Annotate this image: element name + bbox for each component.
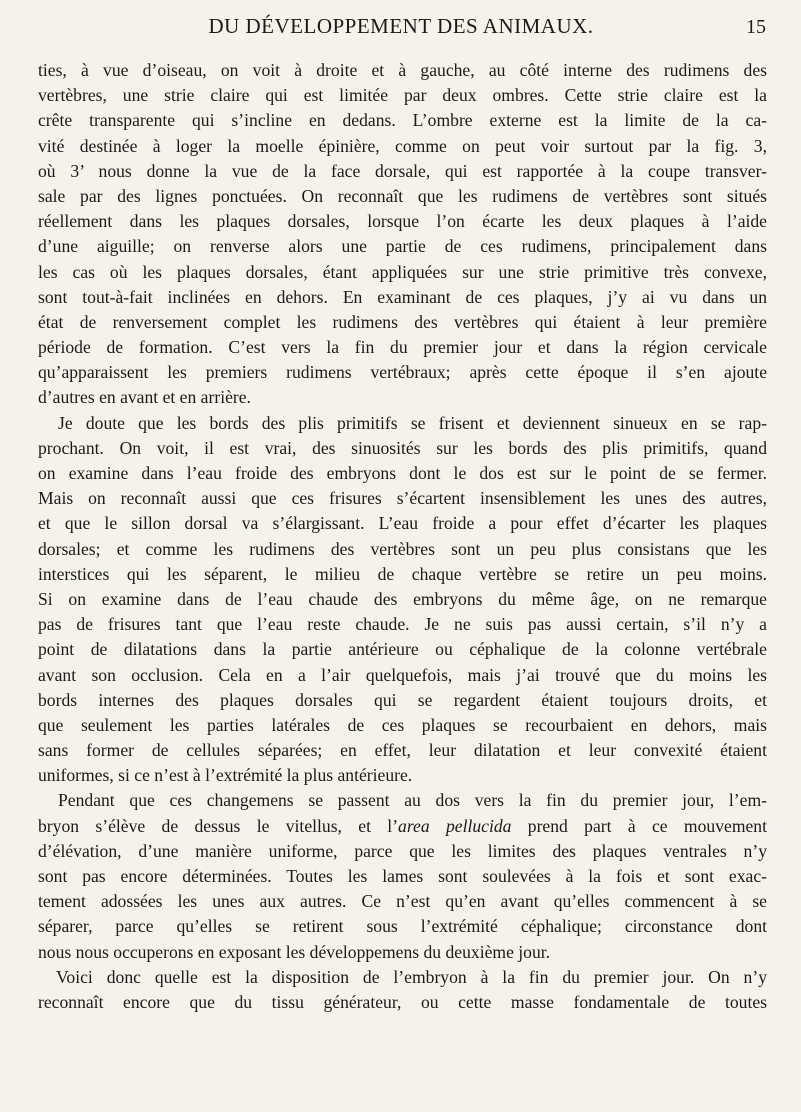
text-line: on examine dans l’eau froide des embryons dont le dos est sur le point de se fermer. bbox=[38, 463, 767, 483]
text-line: sont tout-à-fait inclinées en dehors. En examinant de ces plaques, j’y ai vu dans un bbox=[38, 286, 767, 307]
text-line: sont pas encore déterminées. Toutes les lames sont soulevées à la fois et sont exac- bbox=[38, 866, 767, 886]
text-line: Pendant que ces changemens se passent au dos vers la fin du premier jour, l’em- bbox=[58, 790, 767, 811]
text-line: Si on examine dans de l’eau chaude des embryons du même âge, on ne remarque bbox=[38, 588, 767, 609]
text-line: prochant. On voit, il est vrai, des sinuosités sur les bords des plis primitifs, quand bbox=[38, 437, 767, 458]
text-line: qu’apparaissent les premiers rudimens vertébraux; après cette époque il s’en ajoute bbox=[38, 362, 767, 383]
text-line: les cas où les plaques dorsales, étant appliquées sur une strie primitive très convexe, bbox=[38, 261, 767, 282]
text-line: séparer, parce qu’elles se retirent sous l’extrémité céphalique; circonstance dont bbox=[38, 916, 767, 937]
text-line: où 3’ nous donne la vue de la face dorsale, qui est rapportée à la coupe transver- bbox=[38, 160, 767, 181]
text-line: vité destinée à loger la moelle épinière, comme on peut voir surtout par la fig. 3, bbox=[38, 135, 767, 156]
italic-term: area pellucida bbox=[398, 815, 512, 836]
text-line: Je doute que les bords des plis primitifs se frisent et deviennent sinueux en se rap- bbox=[58, 412, 767, 433]
text-line: et que le sillon dorsal va s’élargissant. L’eau froide a pour effet d’écarter les plaques bbox=[38, 513, 767, 534]
body-text bbox=[38, 58, 767, 1015]
text-line: sans former de cellules séparées; en effet, leur dilatation et leur convexité étaient bbox=[38, 740, 767, 761]
text-fragment: prend part à ce mouvement bbox=[511, 815, 767, 836]
text-line: ties, à vue d’oiseau, on voit à droite et à gauche, au côté interne des rudimens des bbox=[38, 60, 767, 80]
text-line: crête transparente qui s’incline en dedans. L’ombre externe est la limite de la ca- bbox=[38, 110, 767, 131]
text-fragment: bryon s’élève de dessus le vitellus, et l’ bbox=[38, 815, 399, 836]
page-header bbox=[36, 14, 766, 44]
text-line: nous nous occuperons en exposant les développemens du deuxième jour. bbox=[38, 941, 551, 962]
text-line: avant son occlusion. Cela en a l’air quelquefois, mais j’ai trouvé que du moins les bbox=[38, 664, 767, 685]
text-line: d’autres en avant et en arrière. bbox=[38, 387, 251, 408]
text-line: d’élévation, d’une manière uniforme, parce que les limites des plaques ventrales n’y bbox=[38, 840, 767, 861]
text-line: d’une aiguille; on renverse alors une partie de ces rudimens, principalement dans bbox=[38, 236, 767, 257]
text-line: sale par des lignes ponctuées. On reconnaît que les rudimens de vertèbres sont situés bbox=[38, 185, 767, 206]
text-line: vertèbres, une strie claire qui est limitée par deux ombres. Cette strie claire est la bbox=[38, 85, 767, 106]
text-line: état de renversement complet les rudimens des vertèbres qui étaient à leur première bbox=[38, 311, 767, 332]
text-line: interstices qui les séparent, le milieu de chaque vertèbre se retire un peu moins. bbox=[38, 563, 767, 584]
text-line: bords internes des plaques dorsales qui se regardent étaient toujours droits, et bbox=[38, 689, 767, 710]
text-line: point de dilatations dans la partie antérieure ou céphalique de la colonne vertébrale bbox=[38, 639, 767, 660]
text-line: période de formation. C’est vers la fin du premier jour et dans la région cervicale bbox=[38, 337, 767, 358]
text-line: dorsales; et comme les rudimens des vertèbres sont un peu plus consistans que les bbox=[38, 538, 767, 559]
text-line: tement adossées les unes aux autres. Ce n’est qu’en avant qu’elles commencent à se bbox=[38, 891, 767, 912]
text-line: reconnaît encore que du tissu générateur, ou cette masse fondamentale de toutes bbox=[38, 991, 767, 1012]
text-line: réellement dans les plaques dorsales, lorsque l’on écarte les deux plaques à l’aide bbox=[38, 211, 767, 232]
running-title: DU DÉVELOPPEMENT DES ANIMAUX. bbox=[208, 14, 594, 38]
text-line: que seulement les parties latérales de ces plaques se recourbaient en dehors, mais bbox=[38, 714, 767, 735]
text-line: Voici donc quelle est la disposition de l’embryon à la fin du premier jour. On n’y bbox=[56, 966, 767, 987]
text-line: pas de frisures tant que l’eau reste chaude. Je ne suis pas aussi certain, s’il n’y a bbox=[38, 614, 767, 635]
text-line bbox=[38, 814, 767, 839]
page-number: 15 bbox=[746, 16, 766, 38]
text-line: uniformes, si ce n’est à l’extrémité la plus antérieure. bbox=[38, 765, 413, 786]
text-line: Mais on reconnaît aussi que ces frisures s’écartent insensiblement les unes des autres, bbox=[38, 488, 767, 509]
